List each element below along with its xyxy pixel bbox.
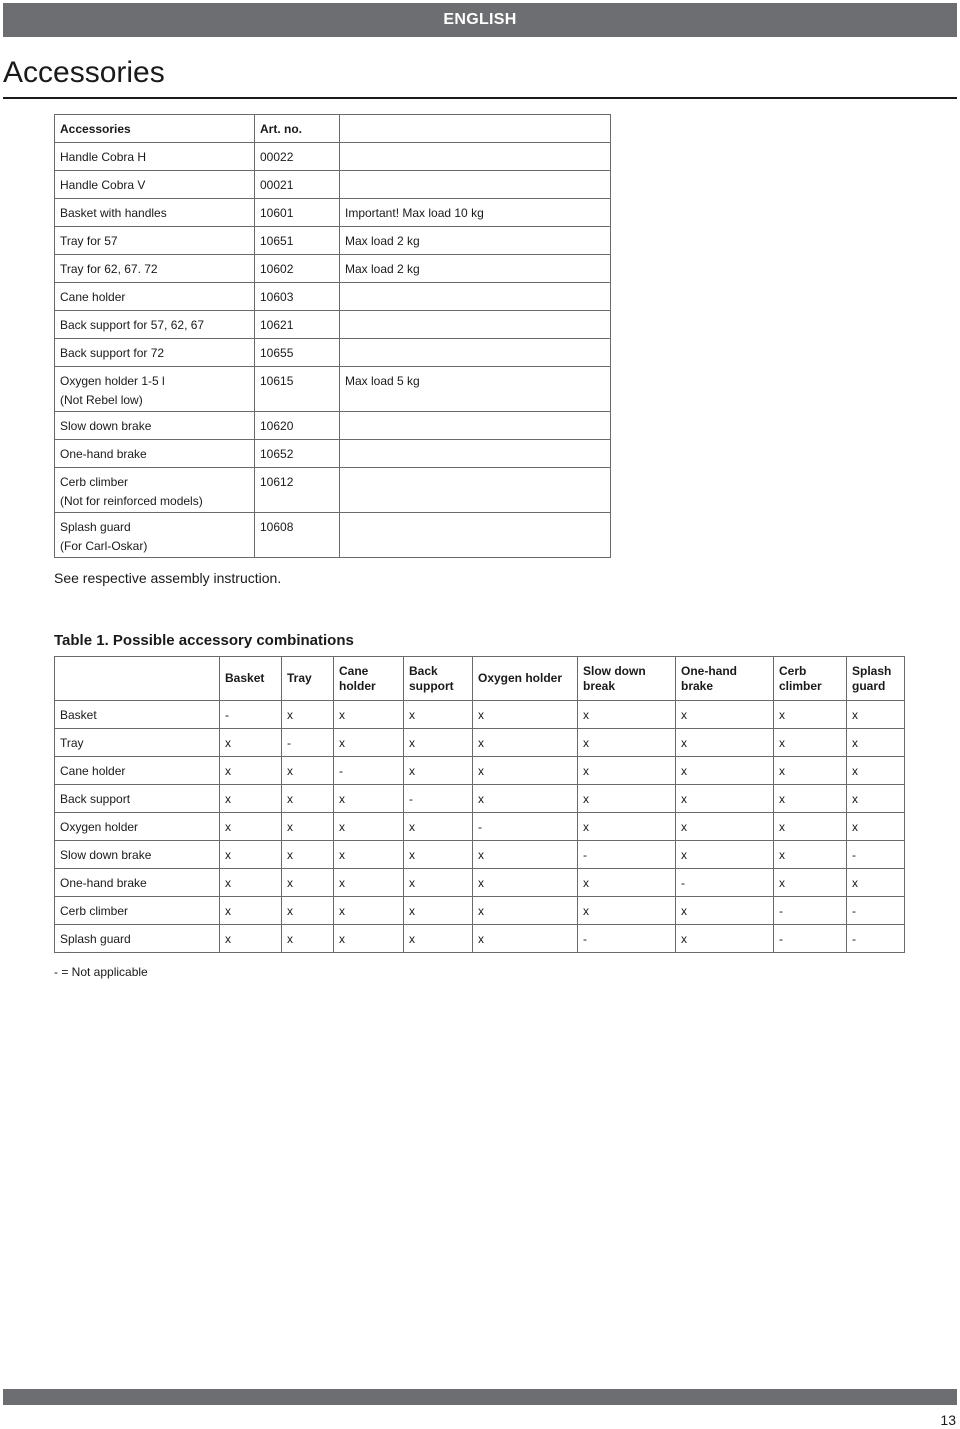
combinations-cell: x (578, 813, 676, 841)
accessory-row (55, 143, 611, 171)
accessory-load-note: Important! Max load 10 kg (340, 199, 611, 227)
accessory-load-note: Max load 5 kg (340, 367, 611, 412)
combinations-cell: - (847, 925, 905, 953)
combinations-row (55, 869, 905, 897)
combinations-cell: x (220, 925, 282, 953)
combinations-cell: x (334, 897, 404, 925)
accessory-row (55, 171, 611, 199)
accessory-name: Cerb climber (60, 475, 129, 489)
combinations-cell: x (473, 897, 578, 925)
combinations-cell: x (473, 701, 578, 729)
combinations-cell: - (774, 897, 847, 925)
accessory-name-cell (55, 468, 255, 513)
accessory-load-note (340, 311, 611, 339)
assembly-note: See respective assembly instruction. (54, 570, 282, 586)
accessory-name: One-hand brake (60, 447, 147, 461)
accessory-art-number: 10602 (255, 255, 340, 283)
combinations-cell: - (676, 869, 774, 897)
combinations-cell: x (676, 729, 774, 757)
combinations-cell: x (220, 813, 282, 841)
combinations-cell: - (847, 841, 905, 869)
language-header-bar (3, 3, 957, 37)
title-divider (3, 97, 957, 99)
combinations-cell: x (578, 701, 676, 729)
accessory-load-note (340, 513, 611, 558)
accessory-load-note: Max load 2 kg (340, 255, 611, 283)
combinations-cell: - (473, 813, 578, 841)
accessory-load-note (340, 412, 611, 440)
combinations-cell: x (282, 925, 334, 953)
combinations-column-header-line: holder (339, 678, 376, 693)
combinations-row-label: Cane holder (55, 757, 220, 785)
accessory-name-cell (55, 440, 255, 468)
accessory-name-cell (55, 339, 255, 367)
combinations-cell: x (334, 729, 404, 757)
combinations-cell: x (774, 729, 847, 757)
combinations-cell: x (404, 729, 473, 757)
accessories-table (54, 114, 611, 558)
combinations-cell: x (404, 897, 473, 925)
accessory-row (55, 339, 611, 367)
combinations-column-header (473, 657, 578, 701)
accessory-art-number: 10615 (255, 367, 340, 412)
combinations-row (55, 841, 905, 869)
accessory-name-cell (55, 513, 255, 558)
accessory-art-number: 00021 (255, 171, 340, 199)
accessory-name: Slow down brake (60, 419, 152, 433)
accessories-header-row (55, 115, 611, 143)
combinations-cell: x (334, 701, 404, 729)
footer-bar (3, 1389, 957, 1405)
combinations-cell: x (334, 813, 404, 841)
accessory-name-note: (For Carl-Oskar) (60, 539, 148, 553)
accessory-name: Back support for 72 (60, 346, 165, 360)
combinations-cell: x (282, 869, 334, 897)
accessory-name-cell (55, 412, 255, 440)
combinations-cell: x (404, 869, 473, 897)
accessories-header-art: Art. no. (255, 115, 340, 143)
accessory-name-cell (55, 143, 255, 171)
combinations-cell: x (774, 701, 847, 729)
accessory-name: Handle Cobra V (60, 178, 146, 192)
accessory-name: Tray for 62, 67. 72 (60, 262, 158, 276)
accessory-row (55, 412, 611, 440)
combinations-cell: x (578, 729, 676, 757)
accessory-art-number: 10655 (255, 339, 340, 367)
combinations-cell: x (676, 813, 774, 841)
combinations-row (55, 925, 905, 953)
combinations-cell: x (404, 841, 473, 869)
combinations-cell: x (220, 841, 282, 869)
accessory-name-cell (55, 199, 255, 227)
combinations-cell: x (404, 813, 473, 841)
combinations-cell: x (473, 785, 578, 813)
combinations-cell: x (282, 757, 334, 785)
combinations-column-header (847, 657, 905, 701)
combinations-column-header-line: Basket (225, 671, 265, 685)
combinations-header-corner (55, 657, 220, 701)
combinations-column-header (282, 657, 334, 701)
accessory-name-note: (Not Rebel low) (60, 393, 143, 407)
combinations-column-header-line: Tray (287, 671, 312, 685)
combinations-cell: x (847, 813, 905, 841)
combinations-column-header-line: Back (409, 663, 438, 678)
combinations-cell: x (220, 869, 282, 897)
combinations-cell: x (473, 841, 578, 869)
combinations-row-label: Basket (55, 701, 220, 729)
combinations-cell: - (404, 785, 473, 813)
combinations-cell: x (334, 785, 404, 813)
accessory-load-note (340, 440, 611, 468)
accessory-art-number: 10612 (255, 468, 340, 513)
combinations-cell: x (774, 785, 847, 813)
combinations-cell: x (676, 925, 774, 953)
accessory-row (55, 283, 611, 311)
combinations-cell: x (847, 757, 905, 785)
accessory-load-note (340, 171, 611, 199)
combinations-cell: - (334, 757, 404, 785)
combinations-cell: x (473, 925, 578, 953)
combinations-row-label: Oxygen holder (55, 813, 220, 841)
accessories-header-name: Accessories (55, 115, 255, 143)
combinations-cell: x (676, 785, 774, 813)
combinations-cell: x (578, 897, 676, 925)
combinations-column-header (774, 657, 847, 701)
combinations-table-title: Table 1. Possible accessory combinations (54, 632, 354, 649)
combinations-column-header-line: climber (779, 678, 822, 693)
combinations-cell: x (282, 897, 334, 925)
combinations-cell: x (847, 869, 905, 897)
accessory-name: Oxygen holder 1-5 l (60, 374, 165, 388)
accessory-row (55, 199, 611, 227)
combinations-cell: x (473, 869, 578, 897)
accessory-name-cell (55, 311, 255, 339)
combinations-cell: x (578, 757, 676, 785)
combinations-row-label: Tray (55, 729, 220, 757)
accessory-name: Tray for 57 (60, 234, 118, 248)
combinations-cell: - (578, 925, 676, 953)
combinations-cell: x (578, 869, 676, 897)
combinations-cell: x (578, 785, 676, 813)
combinations-cell: x (676, 841, 774, 869)
combinations-column-header-line: Cane (339, 663, 369, 678)
accessory-row (55, 440, 611, 468)
combinations-cell: x (774, 813, 847, 841)
combinations-column-header-line: One-hand brake (681, 663, 737, 693)
combinations-cell: - (282, 729, 334, 757)
accessory-name: Handle Cobra H (60, 150, 147, 164)
combinations-cell: x (676, 701, 774, 729)
combinations-cell: x (404, 925, 473, 953)
accessory-row (55, 367, 611, 412)
combinations-column-header (676, 657, 774, 701)
accessory-name: Basket with handles (60, 206, 167, 220)
accessory-name-cell (55, 227, 255, 255)
accessory-art-number: 10601 (255, 199, 340, 227)
combinations-column-header (334, 657, 404, 701)
combinations-row-label: Cerb climber (55, 897, 220, 925)
accessory-row (55, 513, 611, 558)
combinations-cell: - (220, 701, 282, 729)
accessory-name-cell (55, 171, 255, 199)
combinations-cell: - (847, 897, 905, 925)
accessory-name: Splash guard (60, 520, 131, 534)
combinations-row (55, 729, 905, 757)
combinations-row (55, 757, 905, 785)
combinations-cell: x (847, 785, 905, 813)
accessory-art-number: 10603 (255, 283, 340, 311)
combinations-cell: x (774, 841, 847, 869)
combinations-cell: x (473, 729, 578, 757)
combinations-row-label: Slow down brake (55, 841, 220, 869)
accessories-header-note (340, 115, 611, 143)
accessory-name-cell (55, 283, 255, 311)
combinations-row (55, 813, 905, 841)
combinations-column-header (578, 657, 676, 701)
accessory-art-number: 00022 (255, 143, 340, 171)
combinations-cell: x (404, 701, 473, 729)
combinations-row (55, 701, 905, 729)
accessory-name-note: (Not for reinforced models) (60, 494, 203, 508)
combinations-cell: x (676, 757, 774, 785)
combinations-cell: x (404, 757, 473, 785)
accessory-load-note (340, 283, 611, 311)
combinations-column-header-line: guard (852, 678, 886, 693)
page-title: Accessories (3, 56, 165, 89)
combinations-cell: x (334, 841, 404, 869)
combinations-row (55, 897, 905, 925)
accessory-load-note (340, 143, 611, 171)
combinations-column-header-line: support (409, 678, 454, 693)
combinations-column-header-line: Cerb (779, 663, 807, 678)
combinations-cell: x (774, 757, 847, 785)
accessory-name: Cane holder (60, 290, 126, 304)
accessory-art-number: 10608 (255, 513, 340, 558)
accessory-name: Back support for 57, 62, 67 (60, 318, 205, 332)
combinations-table (54, 656, 905, 953)
combinations-column-header-line: break (583, 678, 616, 693)
accessory-row (55, 227, 611, 255)
accessory-load-note (340, 339, 611, 367)
combinations-cell: x (220, 729, 282, 757)
combinations-row-label: Splash guard (55, 925, 220, 953)
combinations-row (55, 785, 905, 813)
combinations-row-label: Back support (55, 785, 220, 813)
accessory-row (55, 468, 611, 513)
accessory-art-number: 10652 (255, 440, 340, 468)
accessory-art-number: 10621 (255, 311, 340, 339)
combinations-row-label: One-hand brake (55, 869, 220, 897)
accessory-load-note: Max load 2 kg (340, 227, 611, 255)
accessory-name-cell (55, 255, 255, 283)
combinations-cell: x (676, 897, 774, 925)
language-label: ENGLISH (443, 11, 517, 28)
combinations-cell: x (220, 897, 282, 925)
accessory-art-number: 10620 (255, 412, 340, 440)
accessory-load-note (340, 468, 611, 513)
combinations-cell: x (473, 757, 578, 785)
combinations-cell: x (847, 701, 905, 729)
combinations-column-header (404, 657, 473, 701)
combinations-cell: x (282, 841, 334, 869)
combinations-cell: x (220, 757, 282, 785)
combinations-column-header (220, 657, 282, 701)
accessory-name-cell (55, 367, 255, 412)
combinations-column-header-line: Oxygen holder (478, 671, 563, 685)
combinations-cell: x (220, 785, 282, 813)
combinations-cell: x (847, 729, 905, 757)
combinations-cell: x (282, 813, 334, 841)
combinations-column-header-line: Splash (852, 663, 892, 678)
combinations-cell: - (578, 841, 676, 869)
accessory-art-number: 10651 (255, 227, 340, 255)
combinations-column-header-line: Slow down (583, 663, 646, 678)
combinations-cell: - (774, 925, 847, 953)
combinations-cell: x (334, 925, 404, 953)
combinations-cell: x (774, 869, 847, 897)
accessory-row (55, 311, 611, 339)
legend-note: - = Not applicable (54, 965, 148, 979)
combinations-cell: x (282, 701, 334, 729)
combinations-cell: x (282, 785, 334, 813)
page-number: 13 (940, 1412, 956, 1428)
combinations-cell: x (334, 869, 404, 897)
accessory-row (55, 255, 611, 283)
combinations-header-row (55, 657, 905, 701)
